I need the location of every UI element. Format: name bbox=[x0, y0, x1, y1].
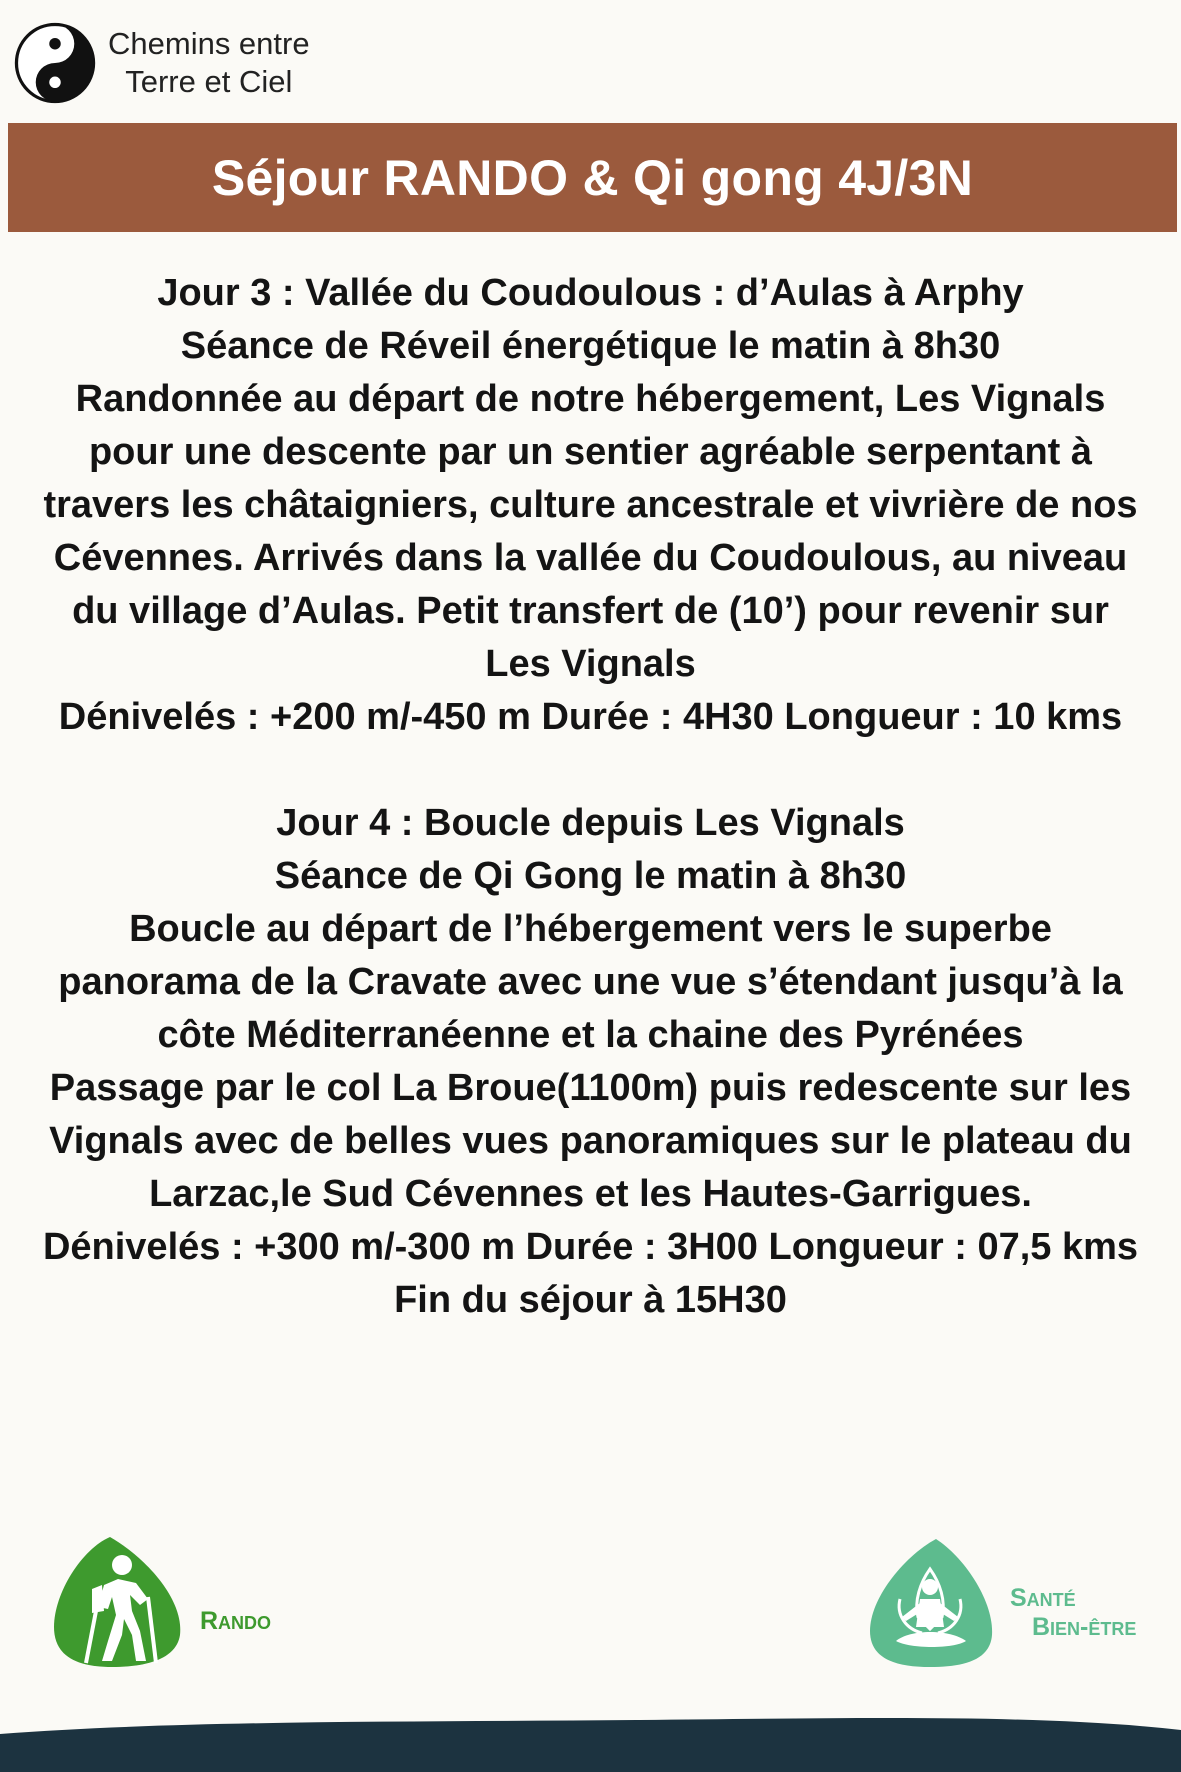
itinerary-content bbox=[40, 267, 1141, 1327]
footer-wave bbox=[0, 1700, 1181, 1772]
hiker-icon bbox=[52, 1535, 186, 1669]
yin-yang-icon bbox=[14, 22, 96, 104]
brand-name bbox=[108, 25, 310, 101]
day3-title: Jour 3 : Vallée du Coudoulous : d’Aulas à Arphy bbox=[157, 272, 1024, 314]
stay-end: Fin du séjour à 15H30 bbox=[394, 1279, 787, 1321]
brand-logo bbox=[14, 22, 310, 104]
sante-label bbox=[1010, 1584, 1136, 1642]
rando-label: Rando bbox=[200, 1606, 272, 1635]
sante-label-line-2: Bien-être bbox=[1032, 1613, 1137, 1641]
sante-label-line-1: Santé bbox=[1010, 1584, 1076, 1612]
day3-stats: Dénivelés : +200 m/-450 m Durée : 4H30 Longueur : 10 kms bbox=[58, 696, 1123, 738]
page-title: Séjour RANDO & Qi gong 4J/3N bbox=[211, 149, 974, 206]
meditation-icon bbox=[866, 1537, 996, 1669]
section-gap bbox=[40, 744, 1141, 797]
day3-session: Séance de Réveil énergétique le matin à 8h30 bbox=[180, 325, 1001, 367]
day4-description-1: Boucle au départ de l’hébergement vers le superbe panorama de la Cravate avec une vue s’étendant jusqu’à la côte Méditerranéenne et la chaine des Pyrénées bbox=[58, 908, 1123, 1056]
day4-session: Séance de Qi Gong le matin à 8h30 bbox=[274, 855, 907, 897]
rando-badge bbox=[52, 1535, 271, 1669]
day3-description: Randonnée au départ de notre hébergement, Les Vignals pour une descente par un sentier agréable serpentant à travers les châtaigniers, culture ancestrale et vivrière de nos Cévennes. Arrivés dans la vallée du Coudoulous, au niveau du village d’Aulas. Petit transfert de (10’) pour revenir sur Les Vignals bbox=[43, 378, 1138, 685]
day4-title: Jour 4 : Boucle depuis Les Vignals bbox=[276, 802, 905, 844]
brand-line-2: Terre et Ciel bbox=[125, 64, 293, 99]
day4-stats: Dénivelés : +300 m/-300 m Durée : 3H00 Longueur : 07,5 kms bbox=[42, 1226, 1139, 1268]
sante-badge bbox=[866, 1537, 1136, 1669]
day4-description-2: Passage par le col La Broue(1100m) puis redescente sur les Vignals avec de belles vues panoramiques sur le plateau du Larzac,le Sud Cévennes et les Hautes-Garrigues. bbox=[49, 1067, 1132, 1215]
title-banner bbox=[8, 123, 1177, 232]
brand-line-1: Chemins entre bbox=[108, 26, 310, 61]
